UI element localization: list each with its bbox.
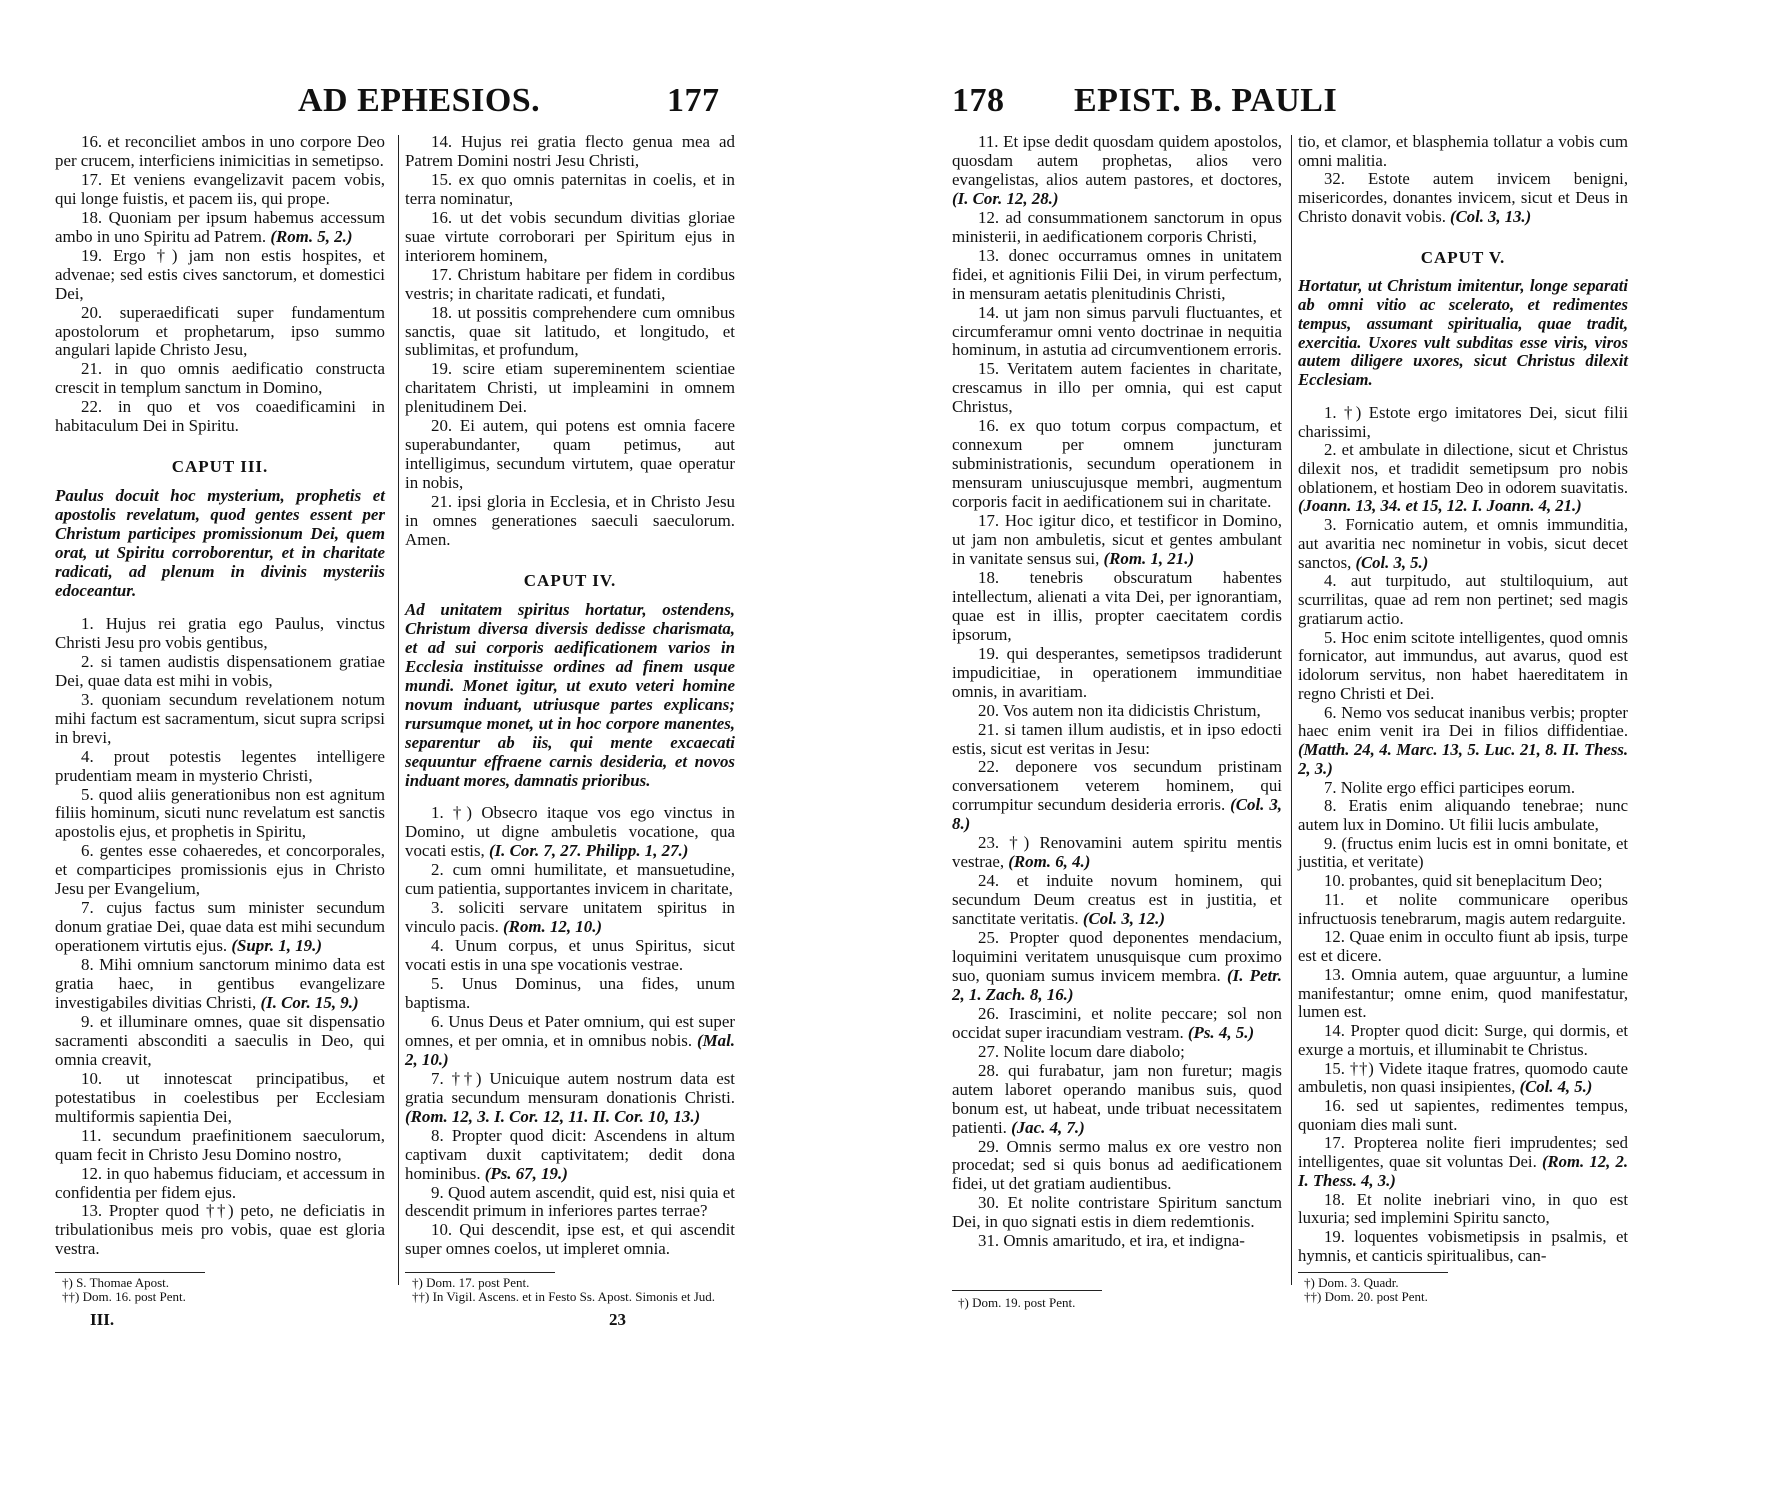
chapter-summary: Hortatur, ut Christum imitentur, longe separati ab omni vitio ac scelerato, et redimentes tempus, assumant spiritualia, quae tradit, exercitia. Uxores vult subditas esse viris, viros autem diligere uxores, sicut Christus dilexit Ecclesiam. [1298, 276, 1628, 390]
verse-paragraph: 19. Ergo †) jam non estis hospites, et advenae; sed estis cives sanctorum, et domestici Dei, [55, 245, 385, 303]
verse-paragraph: 6. Nemo vos seducat inanibus verbis; propter haec enim venit ira Dei in filios diffidentiae. (Matth. 24, 4. Marc. 13, 5. Luc. 21, 8. II. Thess. 2, 3.) [1298, 702, 1628, 778]
verse-paragraph: 9. Quod autem ascendit, quid est, nisi quia et descendit primum in inferiores partes terrae? [405, 1182, 735, 1221]
footnotes-right-col2 [1304, 1276, 1428, 1304]
verse-paragraph: 21. ipsi gloria in Ecclesia, et in Christo Jesu in omnes generationes saeculi saeculorum. Amen. [405, 492, 735, 550]
verse-paragraph: 19. qui desperantes, semetipsos tradiderunt impudicitiae, in operationem immunditiae omnis, in avaritiam. [952, 643, 1282, 701]
verse-paragraph: 1. †) Estote ergo imitatores Dei, sicut filii charissimi, [1298, 402, 1628, 441]
verse-paragraph: 1. Hujus rei gratia ego Paulus, vinctus Christi Jesu pro vobis gentibus, [55, 613, 385, 652]
verse-paragraph: 10. probantes, quid sit beneplacitum Deo; [1324, 871, 1603, 891]
verse-paragraph: 12. in quo habemus fiduciam, et accessum in confidentia per fidem ejus. [55, 1163, 385, 1202]
footnote-rule [1298, 1272, 1448, 1273]
verse-paragraph: 11. secundum praefinitionem saeculorum, quam fecit in Christo Jesu Domino nostro, [55, 1125, 385, 1164]
verse-paragraph: 9. et illuminare omnes, quae sit dispensatio sacramenti absconditi a saeculis in Deo, qui omnia creavit, [55, 1011, 385, 1069]
verse-paragraph: 18. ut possitis comprehendere cum omnibus sanctis, quae sit latitudo, et longitudo, et sublimitas, et profundum, [405, 302, 735, 360]
footnote: †) Dom. 3. Quadr. [1304, 1275, 1399, 1290]
verse-paragraph: 24. et induite novum hominem, qui secundum Deum creatus est in justitia, et sanctitate veritatis. (Col. 3, 12.) [952, 871, 1282, 929]
column-rule-left [398, 135, 399, 1285]
verse-paragraph: 7. Nolite ergo effici participes eorum. [1324, 777, 1576, 797]
verse-paragraph: 26. Irascimini, et nolite peccare; sol non occidat super iracundiam vestram. (Ps. 4, 5.) [952, 1003, 1282, 1042]
chapter-heading: CAPUT III. [171, 457, 269, 477]
footnote: †) Dom. 19. post Pent. [958, 1295, 1076, 1310]
verse-paragraph: 8. Eratis enim aliquando tenebrae; nunc autem lux in Domino. Ut filii lucis ambulate, [1298, 796, 1628, 834]
verse-paragraph: 4. prout potestis legentes intelligere prudentiam meam in mysterio Christi, [55, 746, 385, 785]
verse-paragraph: 8. Mihi omnium sanctorum minimo data est gratia haec, in gentibus evangelizare investigabiles divitias Christi, (I. Cor. 15, 9.) [55, 955, 385, 1012]
verse-paragraph: 5. Hoc enim scitote intelligentes, quod omnis fornicator, aut immundus, aut avarus, quod est idolorum servitus, non habet haereditatem in regno Christi et Dei. [1298, 627, 1628, 703]
verse-paragraph: 17. Christum habitare per fidem in cordibus vestris; in charitate radicati, et fundati, [405, 264, 735, 303]
verse-paragraph: 18. Et nolite inebriari vino, in quo est luxuria; sed implemini Spiritu sancto, [1298, 1189, 1628, 1228]
verse-paragraph: 21. in quo omnis aedificatio constructa crescit in templum sanctum in Domino, [55, 359, 385, 398]
verse-paragraph: 4. aut turpitudo, aut stultiloquium, aut scurrilitas, quae ad rem non pertinet; sed magis gratiarum actio. [1298, 571, 1628, 628]
verse-paragraph: 22. in quo et vos coaedificamini in habitaculum Dei in Spiritu. [55, 397, 385, 436]
verse-paragraph: 15. ††) Videte itaque fratres, quomodo caute ambuletis, non quasi insipientes, (Col. 4, 5.) [1298, 1058, 1628, 1097]
footnote-rule [55, 1272, 205, 1273]
verse-paragraph: 31. Omnis amaritudo, et ira, et indigna- [978, 1231, 1245, 1251]
verse-paragraph: 10. ut innotescat principatibus, et potestatibus in coelestibus per Ecclesiam multiformis sapientia Dei, [55, 1068, 385, 1126]
verse-paragraph: 17. Hoc igitur dico, et testificor in Domino, ut jam non ambuletis, sicut et gentes ambulant in vanitate sensus sui, (Rom. 1, 21.) [952, 511, 1282, 568]
verse-paragraph: 17. Propterea nolite fieri imprudentes; sed intelligentes, quae sit voluntas Dei. (Rom. 12, 2. I. Thess. 4, 3.) [1298, 1133, 1628, 1190]
footnote: †) S. Thomae Apost. [62, 1275, 170, 1290]
verse-paragraph: 13. donec occurramus omnes in unitatem fidei, et agnitionis Filii Dei, in virum perfectum, in mensuram aetatis plenitudinis Christi, [952, 245, 1282, 303]
verse-paragraph: 20. Ei autem, qui potens est omnia facere superabundanter, quam petimus, aut intelligimus, secundum virtutem, quae operatur in nobis, [405, 416, 735, 493]
page-number-right: 178 [952, 82, 1005, 119]
verse-paragraph: 25. Propter quod deponentes mendacium, loquimini veritatem unusquisque cum proximo suo, quoniam sumus invicem membra. (I. Petr. 2, 1. Zach. 8, 16.) [952, 928, 1283, 1004]
signature-mark: III. [90, 1310, 115, 1329]
verse-paragraph: 15. ex quo omnis paternitas in coelis, et in terra nominatur, [405, 169, 735, 208]
running-head-right: EPIST. B. PAULI [1074, 82, 1338, 119]
verse-paragraph: 7. ††) Unicuique autem nostrum data est gratia secundum mensuram donationis Christi. (Rom. 12, 3. I. Cor. 12, 11. II. Cor. 10, 13.) [405, 1068, 735, 1126]
verse-paragraph: 9. (fructus enim lucis est in omni bonitate, et justitia, et veritate) [1298, 833, 1628, 872]
left-column-2 [405, 133, 735, 1259]
verse-paragraph: 18. tenebris obscuratum habentes intellectum, alienati a vita Dei, per ignorantiam, quae est in illis, propter caecitatem cordis ipsorum, [952, 567, 1282, 644]
verse-paragraph: 19. scire etiam supereminentem scientiae charitatem Christi, ut impleamini in omnem plenitudinem Dei. [405, 359, 735, 417]
verse-paragraph: 27. Nolite locum dare diabolo; [978, 1041, 1185, 1061]
verse-paragraph: 2. si tamen audistis dispensationem gratiae Dei, quae data est mihi in vobis, [55, 651, 385, 690]
verse-paragraph: 29. Omnis sermo malus ex ore vestro non procedat; sed si quis bonus ad aedificationem fidei, ut det gratiam audientibus. [952, 1136, 1282, 1194]
verse-paragraph: 16. ex quo totum corpus compactum, et connexum per omnem juncturam subministrationis, secundum operationem in mensuram uniuscujusque membri, augmentum corporis facit in aedificationem sui in charitate. [952, 416, 1282, 512]
chapter-heading: CAPUT V. [1420, 247, 1506, 267]
verse-paragraph: 16. et reconciliet ambos in uno corpore Deo per crucem, interficiens inimicitias in semetipso. [55, 132, 385, 170]
gathering-number: 23 [609, 1310, 626, 1329]
verse-paragraph: 11. et nolite communicare operibus infructuosis tenebrarum, magis autem redarguite. [1298, 889, 1628, 928]
verse-continuation: tio, et clamor, et blasphemia tollatur a vobis cum omni malitia. [1298, 132, 1628, 170]
verse-paragraph: 8. Propter quod dicit: Ascendens in altum captivam duxit captivitatem; dedit dona hominibus. (Ps. 67, 19.) [405, 1125, 735, 1183]
verse-paragraph: 14. ut jam non simus parvuli fluctuantes, et circumferamur omni vento doctrinae in nequitia hominum, in astutia ad circumventionem erroris. [952, 302, 1282, 360]
verse-paragraph: 12. ad consummationem sanctorum in opus ministerii, in aedificationem corporis Christi, [952, 207, 1282, 246]
verse-paragraph: 14. Propter quod dicit: Surge, qui dormis, et exurge a mortuis, et illuminabit te Christus. [1298, 1021, 1628, 1059]
verse-paragraph: 28. qui furabatur, jam non furetur; magis autem laboret operando manibus suis, quod bonum est, ut habeat, unde tribuat necessitatem patienti. (Jac. 4, 7.) [952, 1060, 1282, 1137]
verse-paragraph: 1. †) Obsecro itaque vos ego vinctus in Domino, ut digne ambuletis vocatione, qua vocati estis, (I. Cor. 7, 27. Philipp. 1, 27.) [405, 803, 735, 861]
running-head-left: AD EPHESIOS. [298, 82, 541, 119]
verse-paragraph: 15. Veritatem autem facientes in charitate, crescamus in illo per omnia, qui est caput Christus, [952, 359, 1282, 417]
verse-paragraph: 2. cum omni humilitate, et mansuetudine, cum patientia, supportantes invicem in charitate, [405, 860, 735, 899]
verse-paragraph: 16. sed ut sapientes, redimentes tempus, quoniam dies mali sunt. [1298, 1095, 1628, 1134]
footnote-rule [405, 1272, 555, 1273]
verse-paragraph: 3. soliciti servare unitatem spiritus in vinculo pacis. (Rom. 12, 10.) [405, 898, 735, 937]
verse-paragraph: 23. †) Renovamini autem spiritu mentis vestrae, (Rom. 6, 4.) [952, 833, 1282, 872]
verse-paragraph: 6. Unus Deus et Pater omnium, qui est super omnes, et per omnia, et in omnibus nobis. (Mal. 2, 10.) [405, 1011, 735, 1069]
verse-paragraph: 5. Unus Dominus, una fides, unum baptisma. [405, 974, 735, 1012]
footnote: †) Dom. 17. post Pent. [412, 1275, 530, 1290]
footnote: ††) Dom. 20. post Pent. [1304, 1289, 1428, 1304]
verse-paragraph: 2. et ambulate in dilectione, sicut et Christus dilexit nos, et tradidit semetipsum pro nobis oblationem, et hostiam Deo in odorem suavitatis. (Joann. 13, 34. et 15, 12. I. Joann. 4, 21.) [1298, 440, 1628, 516]
left-column-1 [55, 133, 385, 1259]
verse-paragraph: 30. Et nolite contristare Spiritum sanctum Dei, in quo signati estis in diem redemtionis. [952, 1193, 1282, 1232]
footnotes-left-col2 [412, 1276, 742, 1304]
right-page [890, 0, 1780, 1500]
verse-paragraph: 22. deponere vos secundum pristinam conversationem veterem hominem, qui corrumpitur secundum desideria erroris. (Col. 3, 8.) [952, 757, 1282, 834]
verse-paragraph: 18. Quoniam per ipsum habemus accessum ambo in uno Spiritu ad Patrem. (Rom. 5, 2.) [55, 207, 385, 246]
verse-paragraph: 6. gentes esse cohaeredes, et concorporales, et comparticipes promissionis ejus in Christo Jesu per Evangelium, [55, 841, 385, 899]
verse-paragraph: 19. loquentes vobismetipsis in psalmis, et hymnis, et canticis spiritualibus, can- [1298, 1227, 1628, 1265]
verse-paragraph: 5. quod aliis generationibus non est agnitum filiis hominum, sicuti nunc revelatum est sanctis apostolis ejus, et prophetis in Spiritu, [55, 784, 385, 842]
page-number-left: 177 [667, 82, 720, 119]
footnote: ††) In Vigil. Ascens. et in Festo Ss. Apost. Simonis et Jud. [412, 1289, 716, 1304]
verse-paragraph: 32. Estote autem invicem benigni, misericordes, donantes invicem, sicut et Deus in Christo donavit vobis. (Col. 3, 13.) [1298, 169, 1628, 226]
verse-paragraph: 13. Omnia autem, quae arguuntur, a lumine manifestantur; omne enim, quod manifestatur, lumen est. [1298, 964, 1628, 1022]
right-column-2 [1298, 133, 1628, 1266]
footnote-rule [952, 1290, 1102, 1291]
verse-paragraph: 14. Hujus rei gratia flecto genua mea ad Patrem Domini nostri Jesu Christi, [405, 132, 735, 170]
verse-paragraph: 3. quoniam secundum revelationem notum mihi factum est sacramentum, sicut supra scripsi in brevi, [55, 689, 385, 747]
verse-paragraph: 11. Et ipse dedit quosdam quidem apostolos, quosdam autem prophetas, alios vero evangelistas, alios autem pastores, et doctores, (I. Cor. 12, 28.) [952, 132, 1282, 208]
verse-paragraph: 7. cujus factus sum minister secundum donum gratiae Dei, quae data est mihi secundum operationem virtutis ejus. (Supr. 1, 19.) [55, 898, 385, 956]
footnote: ††) Dom. 16. post Pent. [62, 1289, 186, 1304]
column-rule-right [1291, 135, 1292, 1285]
footnotes-right-col1 [958, 1296, 1075, 1310]
chapter-summary: Paulus docuit hoc mysterium, prophetis et apostolis revelatum, quod gentes essent per Christum participes promissionum Dei, quem orat, ut Spiritu corroborentur, et in charitate radicati, ad plenum in divinis mysteriis edoceantur. [55, 486, 385, 600]
verse-paragraph: 17. Et veniens evangelizavit pacem vobis, qui longe fuistis, et pacem iis, qui prope. [55, 169, 385, 208]
verse-paragraph: 21. si tamen illum audistis, et in ipso edocti estis, sicut est veritas in Jesu: [952, 719, 1282, 758]
chapter-heading: CAPUT IV. [523, 570, 617, 590]
verse-paragraph: 3. Fornicatio autem, et omnis immunditia, aut avaritia nec nominetur in vobis, sicut decet sanctos, (Col. 3, 5.) [1298, 515, 1628, 572]
verse-paragraph: 12. Quae enim in occulto fiunt ab ipsis, turpe est et dicere. [1298, 927, 1628, 966]
verse-paragraph: 10. Qui descendit, ipse est, et qui ascendit super omnes coelos, ut impleret omnia. [405, 1220, 735, 1259]
verse-paragraph: 20. Vos autem non ita didicistis Christum, [978, 700, 1261, 720]
verse-paragraph: 13. Propter quod ††) peto, ne deficiatis in tribulationibus meis pro vobis, quae est gloria vestra. [55, 1201, 385, 1259]
right-column-1 [952, 133, 1282, 1251]
verse-paragraph: 4. Unum corpus, et unus Spiritus, sicut vocati estis in una spe vocationis vestrae. [405, 936, 735, 975]
chapter-summary: Ad unitatem spiritus hortatur, ostendens, Christum diversa diversis dedisse charismata, et ad sui corporis aedificationem varios in Ecclesia instituisse ordines ad finem usque mundi. Monet igitur, ut exuto veteri homine novum induant, utriusque partes explicans; rursumque monet, ut in hoc corpore manentes, separentur ab iis, qui mente excaecati sequuntur effraene carnis desideria, et novos induant mores, damnatis prioribus. [405, 599, 735, 790]
footnotes-left-col1 [62, 1276, 186, 1304]
verse-paragraph: 16. ut det vobis secundum divitias gloriae suae virtute corroborari per Spiritum ejus in interiorem hominem, [405, 207, 735, 265]
verse-paragraph: 20. superaedificati super fundamentum apostolorum et prophetarum, ipso summo angulari lapide Christo Jesu, [55, 302, 385, 360]
